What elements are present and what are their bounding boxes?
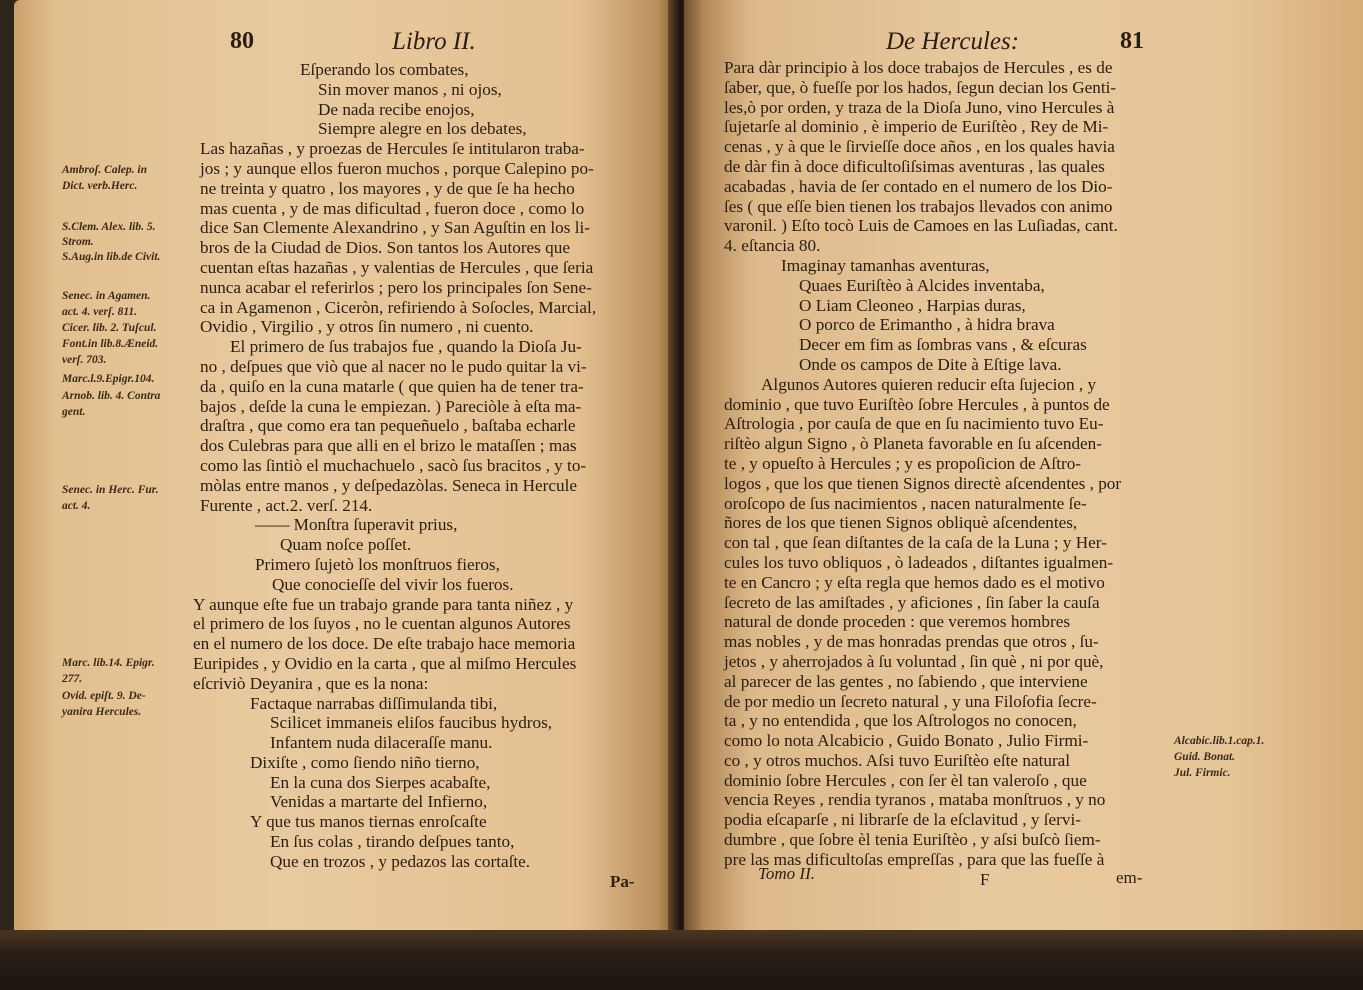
text-line: varonil. ) Eſto tocò Luis de Camoes en las Luſiadas, cant. — [724, 216, 1118, 236]
marginal-note: S.Aug.in lib.de Civit. — [62, 251, 161, 263]
text-line: ta , y no entendida , que los Aſtrologos no conocen, — [724, 711, 1077, 731]
marginal-note: Cicer. lib. 2. Tuſcul. — [62, 322, 157, 334]
text-line: riſtèo algun Signo , ò Planeta favorable en ſu aſcenden- — [724, 434, 1102, 454]
text-line: ſes ( que eſſe bien tienen los trabajos llevados con animo — [724, 196, 1113, 216]
left-page-number: 80 — [230, 28, 254, 54]
text-line: eſcriviò Deyanira , que es la nona: — [193, 673, 429, 693]
signature-mark: F — [980, 870, 990, 889]
marginal-note: Senec. in Herc. Fur. — [62, 484, 159, 496]
marginal-note: gent. — [62, 406, 86, 418]
text-line: logos , que los que tienen Signos directè aſcendentes , por — [724, 473, 1122, 493]
text-line: oroſcopo de ſus nacimientos , nacen naturalmente ſe- — [724, 493, 1087, 513]
text-line: dominio , que tuvo Euriſtèo ſobre Hercules , à puntos de — [724, 394, 1110, 414]
left-body-text — [14, 60, 678, 872]
marginal-note: Senec. in Agamen. — [62, 290, 151, 302]
text-line: Factaque narrabas diſſimulanda tibi, — [250, 693, 498, 713]
text-line: como lo nota Alcabicio , Guido Bonato , Julio Firmi- — [724, 731, 1089, 751]
text-line: Infantem nuda dilaceraſſe manu. — [270, 733, 493, 753]
marginal-note: Dict. verb.Herc. — [62, 180, 138, 192]
text-line: El primero de ſus trabajos fue , quando la Dioſa Ju- — [230, 337, 582, 357]
text-line: de por medio un ſecreto natural , y una Filoſofia ſecre- — [724, 691, 1097, 711]
text-line: Scilicet immaneis eliſos faucibus hydros, — [270, 713, 553, 733]
text-line: ne treinta y quatro , los mayores , y de que ſe ha hecho — [200, 178, 575, 198]
text-line: acabadas , havia de ſer contado en el numero de los Dio- — [724, 176, 1113, 196]
text-line: Siempre alegre en los debates, — [318, 119, 527, 139]
left-running-head: Libro II. — [392, 28, 476, 55]
marginal-note: yanira Hercules. — [62, 706, 142, 718]
marginal-note: verſ. 703. — [62, 354, 107, 366]
text-line: Euripides , y Ovidio en la carta , que al miſmo Hercules — [193, 653, 577, 673]
text-line: Primero ſujetò los monſtruos fieros, — [255, 554, 500, 574]
text-line: Furente , act.2. verſ. 214. — [200, 495, 373, 515]
text-line: ſecreto de las amiſtades , y aficiones , ſin ſaber la cauſa — [724, 592, 1100, 612]
text-line: mas nobles , y de mas honradas prendas que otros , ſu- — [724, 632, 1099, 652]
text-line: Sin mover manos , ni ojos, — [318, 79, 502, 99]
book-bottom-edge — [0, 930, 1363, 990]
text-line: dominio ſobre Hercules , con ſer èl tan valeroſo , que — [724, 770, 1087, 790]
marginal-note: act. 4. — [62, 500, 91, 512]
text-line: O Liam Cleoneo , Harpias duras, — [799, 295, 1026, 315]
text-line: De nada recibe enojos, — [318, 99, 475, 119]
text-line: Dixiſte , como ſiendo niño tierno, — [250, 752, 480, 772]
text-line: ſujetarſe al dominio , è imperio de Euriſtèo , Rey de Mi- — [724, 117, 1109, 137]
text-line: Que en trozos , y pedazos las cortaſte. — [270, 851, 531, 871]
text-line: les,ò por orden, y traza de la Dioſa Juno, vino Hercules à — [724, 97, 1115, 117]
text-line: Onde os campos de Dite à Eſtige lava. — [799, 354, 1062, 374]
footer-volume: Tomo II. — [758, 864, 815, 883]
marginal-note: 277. — [62, 673, 83, 685]
text-line: Aſtrologia , por cauſa de que en ſu nacimiento tuvo Eu- — [724, 414, 1104, 434]
text-line: Para dàr principio à los doce trabajos de Hercules , es de — [724, 58, 1113, 77]
text-line: de dàr fin à doce dificultoſiſsimas aventuras , las quales — [724, 156, 1105, 176]
text-line: dice San Clemente Alexandrino , y San Aguſtin en los li- — [200, 218, 590, 238]
text-line: ca in Agamenon , Ciceròn, refiriendo à Soſocles, Marcial, — [200, 297, 597, 317]
text-line: con tal , que ſean diſtantes de la caſa de la Luna ; y Her- — [724, 533, 1107, 553]
text-line: en el numero de los doce. De eſte trabajo hace memoria — [193, 634, 576, 654]
text-line: draſtra , que como era tan pequeñuelo , baſtaba echarle — [200, 416, 576, 436]
text-line: Venidas a martarte del Infierno, — [270, 792, 488, 812]
text-line: ſaber, que, ò fueſſe por los hados, ſegun decian los Genti- — [724, 77, 1117, 97]
text-line: te en Cancro ; y eſta regla que hemos dado es el motivo — [724, 572, 1105, 592]
left-catchword: Pa- — [610, 872, 635, 891]
text-line: cuentan eſtas hazañas , y valentias de Hercules , que ſeria — [200, 257, 594, 277]
text-line: como las ſintiò el muchachuelo , sacò ſus bracitos , y to- — [200, 455, 587, 475]
text-line: En la cuna dos Sierpes acabaſte, — [270, 772, 491, 792]
marginal-note: Marc.l.9.Epigr.104. — [62, 373, 155, 385]
text-line: Imaginay tamanhas aventuras, — [781, 255, 990, 275]
text-line: cenas , y à que le ſirvieſſe doce años , en los quales havia — [724, 137, 1115, 157]
text-line: da , quiſo en la cuna matarle ( que quien ha de tener tra- — [200, 376, 584, 396]
text-line: pre las mas dificultoſas empreſſas , para que las fueſſe à — [724, 849, 1105, 869]
text-line: Quaes Euriſtèo à Alcides inventaba, — [799, 275, 1045, 295]
marginal-note: act. 4. verſ. 811. — [62, 306, 138, 318]
marginal-note: Guid. Bonat. — [1174, 751, 1236, 763]
text-line: dos Culebras para que alli en el brizo le mataſſen ; mas — [200, 436, 577, 456]
text-line: En ſus colas , tirando deſpues tanto, — [270, 832, 515, 852]
text-line: natural de donde proceden : que veremos hombres — [724, 612, 1071, 632]
text-line: jos ; y aunque ellos fueron muchos , porque Calepino po- — [200, 158, 594, 178]
marginal-note: Marc. lib.14. Epigr. — [62, 657, 155, 669]
left-page — [14, 0, 678, 945]
text-line: co , y otros muchos. Aſsi tuvo Euriſtèo eſte natural — [724, 750, 1071, 770]
text-line: no , deſpues que viò que al nacer no le pudo quitar la vi- — [200, 356, 587, 376]
marginal-note: Arnob. lib. 4. Contra — [62, 390, 161, 402]
right-page-number: 81 — [1120, 28, 1144, 54]
text-line: O porco de Erimantho , à hidra brava — [799, 315, 1055, 335]
text-line: al parecer de las gentes , no ſabiendo , que interviene — [724, 671, 1088, 691]
text-line: —— Monſtra ſuperavit prius, — [255, 515, 458, 535]
marginal-note: Jul. Firmic. — [1174, 767, 1231, 779]
marginal-note: Alcabic.lib.1.cap.1. — [1174, 735, 1265, 747]
text-line: el primero de los ſuyos , no le cuentan algunos Autores — [193, 614, 571, 634]
text-line: bajos , deſde la cuna le empiezan. ) Pareciòle à eſta ma- — [200, 396, 582, 416]
right-catchword: em- — [1116, 868, 1143, 887]
text-line: bros de la Ciudad de Dios. Son tantos los Autores que — [200, 238, 570, 258]
text-line: ñores de los que tienen Signos obliquè aſcendentes, — [724, 513, 1078, 533]
marginal-note: Ovid. epiſt. 9. De- — [62, 690, 146, 702]
text-line: te , y opueſto à Hercules ; y es propoſicion de Aſtro- — [724, 453, 1082, 473]
text-line: mòlas entre manos , y deſpedazòlas. Seneca in Hercule — [200, 475, 578, 495]
marginal-note: S.Clem. Alex. lib. 5. — [62, 221, 156, 233]
right-page — [684, 0, 1363, 945]
text-line: Algunos Autores quieren reducir eſta ſujecion , y — [761, 374, 1097, 394]
marginal-note: Ambroſ. Calep. in — [62, 164, 147, 176]
text-line: Que conocieſſe del vivir los fueros. — [272, 574, 514, 594]
text-line: nunca acabar el referirlos ; pero los principales ſon Sene- — [200, 277, 592, 297]
text-line: dumbre , que ſobre èl tenia Euriſtèo , y aſsi buſcò ſiem- — [724, 830, 1101, 850]
text-line: mas cuenta , y de mas dificultad , fueron doce , como lo — [200, 198, 585, 218]
text-line: podia eſcaparſe , ni librarſe de la eſclavitud , y ſervi- — [724, 810, 1081, 830]
marginal-note: Strom. — [62, 236, 94, 248]
text-line: Y aunque eſte fue un trabajo grande para tanta niñez , y — [193, 594, 574, 614]
text-line: jetos , y aherrojados à ſu voluntad , ſin què , ni por què, — [724, 651, 1104, 671]
text-line: Y que tus manos tiernas enroſcaſte — [250, 812, 487, 832]
text-line: Decer em fim as ſombras vans , & eſcuras — [799, 335, 1087, 355]
marginal-note: Font.in lib.8.Æneid. — [62, 338, 159, 350]
text-line: cules los tuvo obliquos , ò ladeados , diſtantes igualmen- — [724, 552, 1114, 572]
right-body-text — [684, 58, 1184, 870]
text-line: Las hazañas , y proezas de Hercules ſe intitularon traba- — [200, 139, 585, 159]
text-line: Eſperando los combates, — [300, 60, 469, 79]
text-line: 4. eſtancia 80. — [724, 236, 821, 256]
text-line: Quam noſce poſſet. — [280, 535, 412, 555]
text-line: Ovidio , Virgilio , y otros ſin numero , ni cuento. — [200, 317, 534, 337]
text-line: vencia Reyes , rendia tyranos , mataba monſtruos , y no — [724, 790, 1106, 810]
right-running-head: De Hercules: — [886, 28, 1020, 55]
